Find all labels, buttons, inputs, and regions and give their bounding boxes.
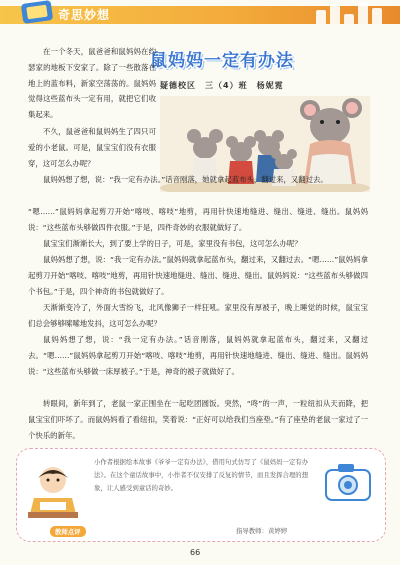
article-title: 鼠妈妈一定有办法	[150, 51, 294, 71]
paragraph-9: 转眼间，新年到了，老鼠一家正围坐在一起吃团圆饭。突然，“咚”的一声，一粒纽扣从天而降，把鼠宝宝们吓坏了。而鼠妈妈看了看纽扣，笑着说：“正好可以给我们当座垫。”有了座垫的老鼠一家过了一个快乐的新年。	[28, 399, 368, 440]
teacher-comment-text: 小作者根据绘本故事《爷爷一定有办法》，借用句式仿写了《鼠妈妈一定有办法》。在这个童话故事中，小作者不仅安排了反复的情节，而且发挥合理的想象，让人感受到童话的奇妙。	[94, 458, 309, 492]
paragraph-8: 鼠妈妈想了想，说：“我一定有办法。”话音刚落，鼠妈妈就拿起蓝布头，翻过来，又翻过去。“嗯……”鼠妈妈拿起剪刀开始“喀吱、喀吱”地剪，再用针快速地缝进、缝出、缝进、缝出。鼠妈妈说：“这些蓝布头够做一床厚被子。”于是，神奇的被子就做好了。	[28, 335, 368, 376]
student-reading-icon	[20, 462, 86, 526]
camera-icon	[322, 460, 374, 504]
paragraph-4: “嗯……”鼠妈妈拿起剪刀开始“喀吱、喀吱”地剪，再用针快速地缝进、缝出、缝进、缝出。鼠妈妈说：“这些蓝布头够做四件衣服。”于是，四件奇妙的衣服就做好了。	[28, 207, 368, 232]
page-number: 66	[190, 548, 201, 557]
paragraph-6: 鼠妈妈想了想，说：“我一定有办法。”鼠妈妈就拿起蓝布头，翻过来，又翻过去。“嗯……”鼠妈妈拿起剪刀开始“喀吱、喀吱”地剪，再用针快速地缝进、缝出、缝进、缝出。鼠妈妈说：“这些蓝布头够做四个书包。”于是，四个神奇的书包就做好了。	[28, 255, 368, 296]
book-logo-icon	[21, 0, 53, 24]
paragraph-5: 鼠宝宝们渐渐长大，到了要上学的日子，可是，家里没有书包，这可怎么办呢？	[43, 239, 302, 248]
paragraph-7: 天渐渐变冷了，外面大雪纷飞，北风像狮子一样狂吼。家里没有厚被子，晚上睡觉的时候，鼠宝宝们总会够够嗦嗦地发抖，这可怎么办呢？	[28, 303, 368, 328]
paragraph-2: 不久，鼠爸爸和鼠妈妈生了四只可爱的小老鼠。可是，鼠宝宝们没有衣服穿，这可怎么办呢？	[28, 127, 156, 168]
city-skyline-icon	[312, 0, 392, 24]
article-author: 疑德校区 三（4）班 杨妮霓	[160, 81, 284, 90]
teacher-comment-tag: 教师点评	[50, 526, 86, 537]
teacher-signature: 指导教师：黄婷婷	[236, 527, 288, 535]
paragraph-1: 在一个冬天，鼠爸爸和鼠妈妈在约瑟家的地板下安家了。除了一些散落在地上的蓝布料，新家空荡荡的。鼠妈妈觉得这些蓝布头一定有用，就把它们收集起来。	[28, 47, 156, 120]
section-title: 奇思妙想	[58, 8, 111, 22]
paragraph-3: 鼠妈妈想了想，说：“我一定有办法。”话音刚落，她就拿起蓝布头，翻过来，又翻过去。	[43, 175, 328, 184]
section-header	[0, 0, 400, 24]
